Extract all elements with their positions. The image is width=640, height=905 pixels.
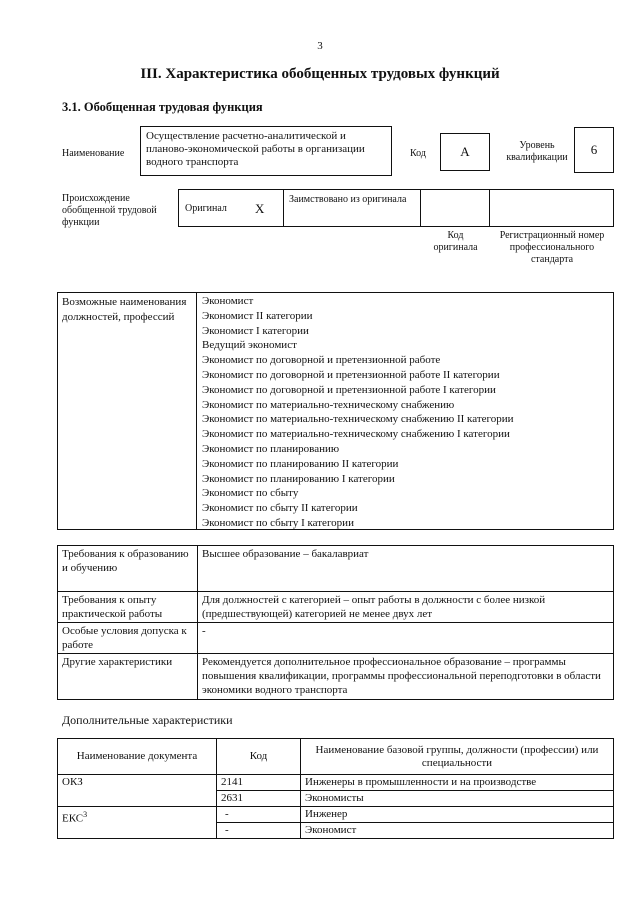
requirement-value: Рекомендуется дополнительное профессиональное образование – программы повышения квалификации, программы профессиональной переподготовки в области экономики водного транспорта — [198, 654, 614, 700]
additional-header-row — [58, 739, 614, 775]
doc-cell: ОКЗ — [58, 775, 217, 807]
requirement-row — [58, 654, 614, 700]
position-item: Экономист по планированию — [202, 442, 340, 455]
original-mark: Х — [255, 201, 265, 216]
position-item: Экономист по материально-техническому снабжению I категории — [202, 428, 510, 441]
origin-label: Происхождение обобщенной трудовой функции — [62, 193, 157, 228]
doc-cell — [58, 807, 217, 839]
code-cell: - — [217, 807, 301, 823]
header-name: Наименование базовой группы, должности (профессии) или специальности — [301, 739, 614, 775]
position-item: Экономист по договорной и претензионной работе II категории — [202, 368, 500, 381]
requirement-row — [58, 546, 614, 592]
reg-number-cell — [489, 189, 614, 227]
requirement-value: Высшее образование – бакалавриат — [198, 546, 614, 592]
name-label: Наименование — [62, 148, 125, 159]
name-cell: Инженер — [301, 807, 614, 823]
table-row — [58, 775, 614, 791]
requirement-label: Особые условия допуска к работе — [58, 623, 198, 654]
additional-table — [57, 738, 614, 839]
borrowed-label: Заимствовано из оригинала — [289, 194, 407, 205]
positions-divider — [196, 293, 197, 529]
requirements-table — [57, 545, 614, 700]
code-original-cell — [420, 189, 490, 227]
code-cell: 2141 — [217, 775, 301, 791]
requirement-row — [58, 623, 614, 654]
name-value: Осуществление расчетно-аналитической и планово-экономической работы в организации водного транспорта — [146, 130, 365, 168]
position-item: Экономист по договорной и претензионной работе — [202, 354, 441, 367]
reg-number-caption: Регистрационный номер профессионального стандарта — [499, 230, 605, 265]
position-item: Экономист I категории — [202, 324, 309, 337]
position-item: Экономист по планированию I категории — [202, 472, 395, 485]
section-title: III. Характеристика обобщенных трудовых функций — [140, 66, 500, 82]
level-value-box — [574, 127, 614, 173]
code-original-caption: Код оригинала — [433, 230, 478, 253]
subsection-title: 3.1. Обобщенная трудовая функция — [62, 100, 263, 114]
name-cell: Инженеры в промышленности и на производстве — [301, 775, 614, 791]
name-cell: Экономисты — [301, 791, 614, 807]
code-cell: - — [217, 823, 301, 839]
code-value-box — [440, 133, 490, 171]
name-cell: Экономист — [301, 823, 614, 839]
requirement-label: Требования к образованию и обучению — [58, 546, 198, 592]
position-item: Экономист II категории — [202, 309, 313, 322]
code-cell: 2631 — [217, 791, 301, 807]
requirement-value: - — [198, 623, 614, 654]
level-value: 6 — [590, 142, 598, 157]
requirement-label: Другие характеристики — [58, 654, 198, 700]
borrowed-cell — [283, 189, 421, 227]
positions-table — [57, 292, 614, 530]
position-item: Экономист по сбыту II категории — [202, 502, 358, 515]
original-cell — [178, 189, 284, 227]
positions-list — [202, 294, 514, 531]
doc-text: ЕКС — [62, 812, 84, 825]
header-doc: Наименование документа — [58, 739, 217, 775]
name-value-box — [140, 126, 392, 176]
footnote-mark: 3 — [83, 810, 88, 819]
header-code: Код — [217, 739, 301, 775]
position-item: Экономист по материально-техническому снабжению II категории — [202, 413, 514, 426]
position-item: Экономист по договорной и претензионной работе I категории — [202, 383, 496, 396]
requirement-label: Требования к опыту практической работы — [58, 592, 198, 623]
code-value: А — [460, 144, 470, 159]
original-label: Оригинал — [185, 203, 227, 214]
code-label: Код — [410, 148, 426, 159]
positions-label: Возможные наименования должностей, профессий — [62, 296, 187, 323]
additional-title: Дополнительные характеристики — [62, 713, 233, 727]
page-number: 3 — [317, 40, 323, 52]
position-item: Экономист по сбыту — [202, 487, 299, 500]
requirement-row — [58, 592, 614, 623]
position-item: Экономист по материально-техническому снабжению — [202, 398, 455, 411]
table-row — [58, 807, 614, 823]
position-item: Экономист — [202, 295, 254, 307]
position-item: Ведущий экономист — [202, 339, 297, 352]
level-label: Уровень квалификации — [506, 140, 568, 163]
position-item: Экономист по сбыту I категории — [202, 516, 354, 529]
position-item: Экономист по планированию II категории — [202, 457, 399, 470]
requirement-value: Для должностей с категорией – опыт работы в должности с более низкой (предшествующей) категорией не менее двух лет — [198, 592, 614, 623]
